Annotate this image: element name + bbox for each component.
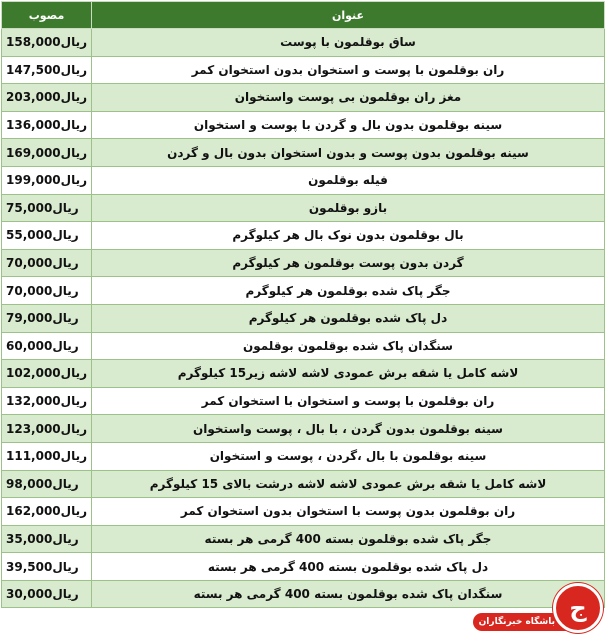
title-cell: دل پاک شده بوقلمون بسته 400 گرمی هر بسته [92,553,605,581]
title-cell: سینه بوقلمون بدون بال و گردن با پوست و استخوان [92,111,605,139]
title-cell: لاشه کامل یا شقه برش عمودی لاشه لاشه زیر15 کیلوگرم [92,360,605,388]
table-row [2,194,605,222]
price-cell: 203,000ریال [2,84,92,112]
price-cell: 136,000ریال [2,111,92,139]
title-cell: سینه بوقلمون بدون پوست و بدون استخوان بدون بال و گردن [92,139,605,167]
price-cell: 102,000ریال [2,360,92,388]
table-row [2,111,605,139]
price-cell: 35,000ریال [2,525,92,553]
title-cell: بال بوقلمون بدون نوک بال هر کیلوگرم [92,222,605,250]
price-cell: 123,000ریال [2,415,92,443]
price-cell: 199,000ریال [2,166,92,194]
price-cell: 60,000ریال [2,332,92,360]
table-row [2,139,605,167]
price-cell: 30,000ریال [2,580,92,608]
title-cell: ران بوقلمون بدون پوست با استخوان بدون استخوان کمر [92,498,605,526]
title-cell: ران بوقلمون با پوست و استخوان با استخوان کمر [92,387,605,415]
price-cell: 169,000ریال [2,139,92,167]
table-row [2,56,605,84]
watermark-banner: باشگاه خبرنگاران [473,613,567,631]
table-row [2,332,605,360]
title-cell: جگر پاک شده بوقلمون بسته 400 گرمی هر بسته [92,525,605,553]
title-cell: لاشه کامل یا شقه برش عمودی لاشه لاشه درشت بالای 15 کیلوگرم [92,470,605,498]
table-row [2,470,605,498]
table-row [2,304,605,332]
table-body [2,29,605,608]
price-cell: 158,000ریال [2,29,92,57]
title-cell: سنگدان پاک شده بوقلمون بوقلمون [92,332,605,360]
table-row [2,166,605,194]
table-row [2,442,605,470]
price-cell: 39,500ریال [2,553,92,581]
price-cell: 75,000ریال [2,194,92,222]
price-column-header: مصوب [2,2,92,29]
price-cell: 162,000ریال [2,498,92,526]
watermark-emblem-icon: ج [553,583,603,633]
table-row [2,387,605,415]
title-cell: فیله بوقلمون [92,166,605,194]
title-cell: ران بوقلمون با پوست و استخوان بدون استخوان کمر [92,56,605,84]
title-cell: سینه بوقلمون با بال ،گردن ، پوست و استخوان [92,442,605,470]
price-cell: 132,000ریال [2,387,92,415]
price-cell: 70,000ریال [2,249,92,277]
title-cell: جگر پاک شده بوقلمون هر کیلوگرم [92,277,605,305]
table-row [2,222,605,250]
price-table [1,1,605,608]
table-row [2,525,605,553]
price-cell: 147,500ریال [2,56,92,84]
table-row [2,360,605,388]
title-column-header: عنوان [92,2,605,29]
table-row [2,249,605,277]
title-cell: گردن بدون پوست بوقلمون هر کیلوگرم [92,249,605,277]
title-cell: مغز ران بوقلمون بی پوست واستخوان [92,84,605,112]
title-cell: دل پاک شده بوقلمون هر کیلوگرم [92,304,605,332]
table-row [2,415,605,443]
price-cell: 70,000ریال [2,277,92,305]
price-cell: 111,000ریال [2,442,92,470]
table-row [2,277,605,305]
watermark-logo [478,587,603,639]
table-row [2,498,605,526]
table-header-row [2,2,605,29]
title-cell: سینه بوقلمون بدون گردن ، با بال ، پوست واستخوان [92,415,605,443]
title-cell: بازو بوقلمون [92,194,605,222]
table-row [2,84,605,112]
price-cell: 79,000ریال [2,304,92,332]
table-row [2,29,605,57]
price-cell: 98,000ریال [2,470,92,498]
table-row [2,553,605,581]
price-cell: 55,000ریال [2,222,92,250]
title-cell: سنگدان پاک شده بوقلمون بسته 400 گرمی هر بسته [92,580,605,608]
title-cell: ساق بوقلمون با پوست [92,29,605,57]
